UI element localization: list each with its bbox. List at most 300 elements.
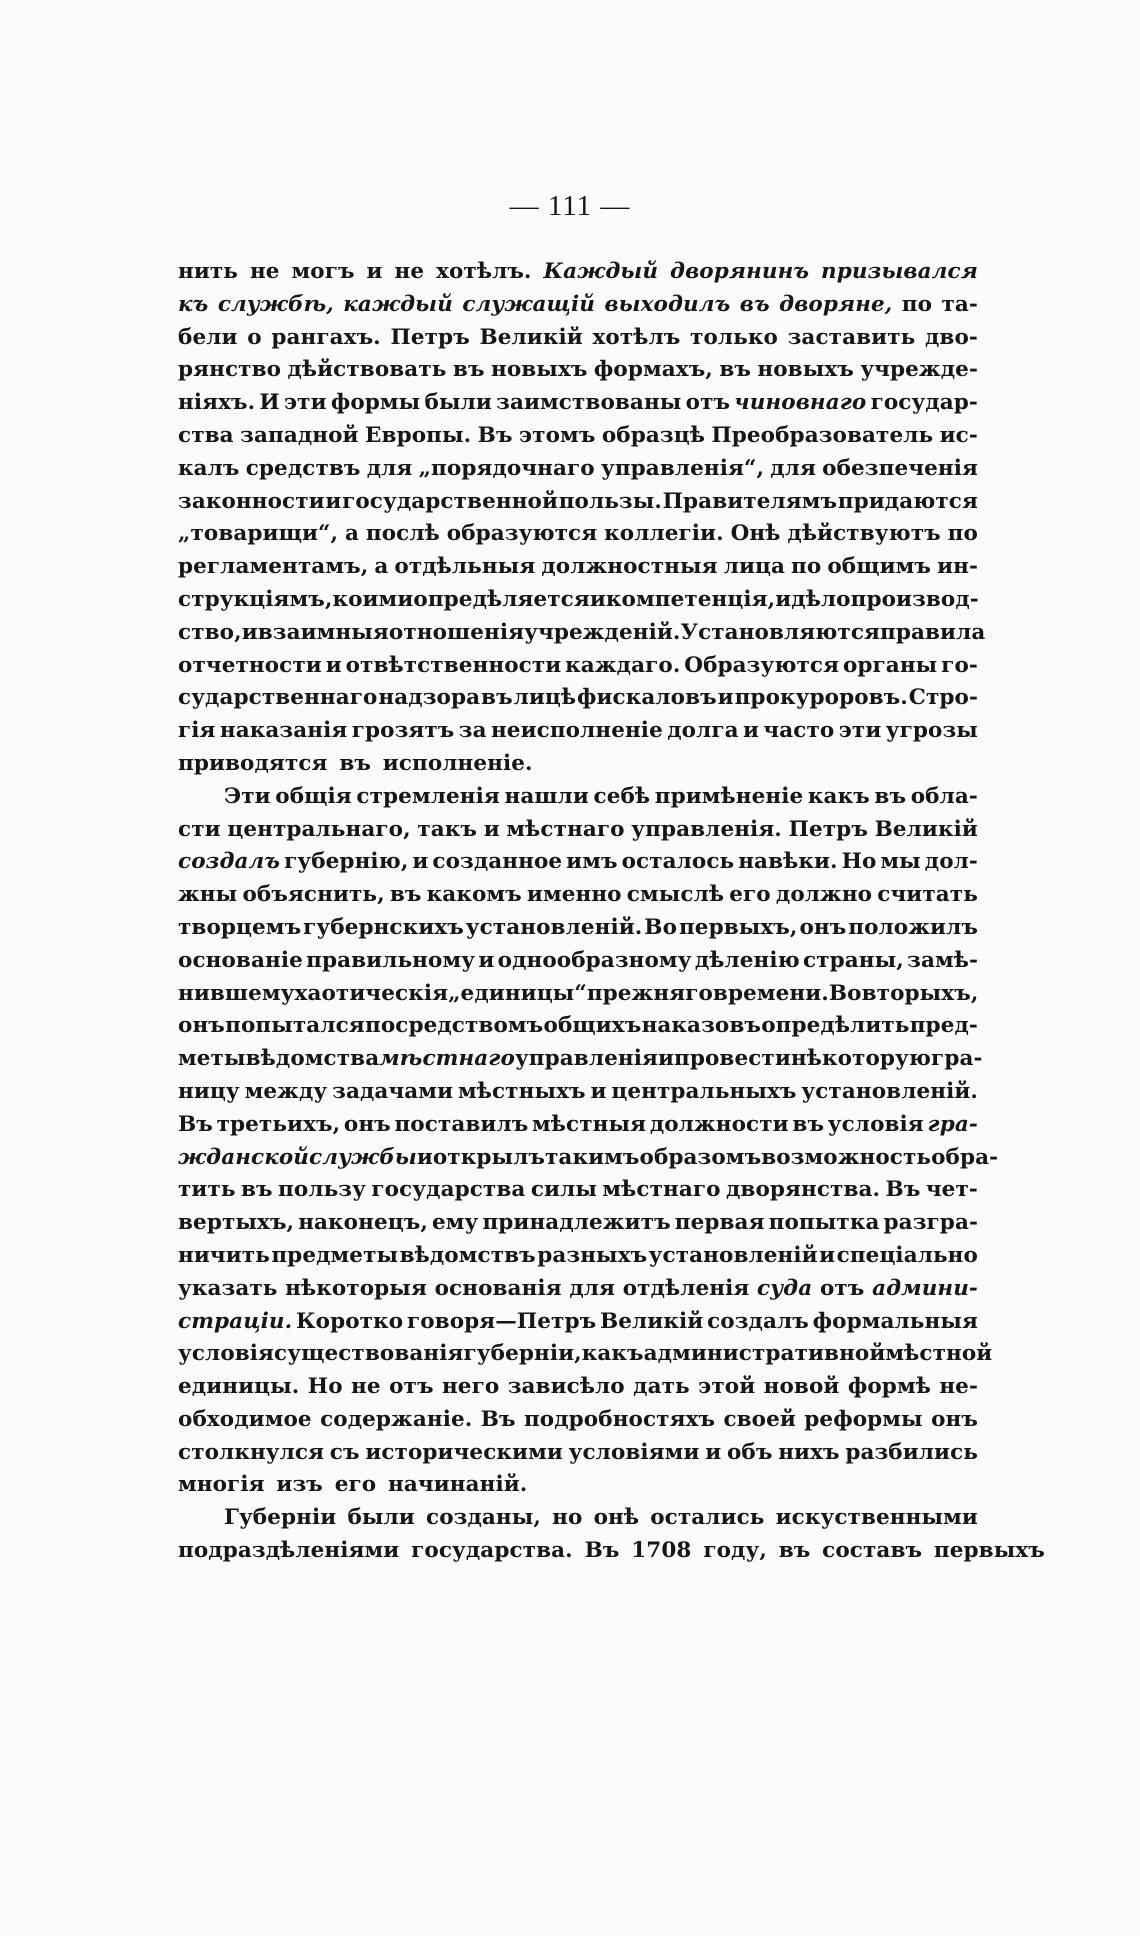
word: службѣ, <box>217 291 334 317</box>
word: его <box>334 1472 377 1498</box>
word: зависѣло <box>507 1374 625 1400</box>
word: были <box>347 1505 415 1531</box>
word: мѣстнаго <box>602 1177 721 1203</box>
text-line <box>178 1174 978 1207</box>
text-line <box>178 1535 1045 1568</box>
word: наказанія <box>219 718 348 744</box>
word: формальныя <box>812 1308 978 1334</box>
word: мы <box>880 849 921 875</box>
word: замѣ- <box>907 947 978 973</box>
word: формы <box>330 390 421 416</box>
word: управленія“, <box>600 455 765 481</box>
word: первыхъ <box>933 1538 1045 1564</box>
word: образомъ <box>639 1144 762 1170</box>
word: создалъ <box>707 1308 809 1334</box>
word: мѣстныхъ <box>458 1078 586 1104</box>
text-line <box>178 1043 983 1076</box>
word: примѣненіе <box>654 783 804 809</box>
word: нихъ <box>778 1439 840 1465</box>
text-line <box>178 1076 978 1109</box>
word: обла- <box>910 783 978 809</box>
word: формахъ, <box>593 357 713 383</box>
word: грозятъ <box>351 718 455 744</box>
word: хаотическія <box>294 980 449 1006</box>
word: объяснить, <box>242 882 385 908</box>
text-line <box>178 387 978 420</box>
word: между <box>244 1078 328 1104</box>
word: мѣстнаго <box>379 1046 515 1072</box>
word: „порядочнаго <box>418 455 595 481</box>
word: Въ <box>584 1538 620 1564</box>
word: отчетности <box>178 652 322 678</box>
word: посредствомъ <box>365 1013 544 1039</box>
word: создалъ <box>178 849 281 875</box>
word: пред- <box>909 1013 978 1039</box>
word: первая <box>674 1210 765 1236</box>
text-line <box>178 256 978 289</box>
word: и <box>416 1144 433 1170</box>
word: государства <box>371 1177 526 1203</box>
word: для <box>569 1275 616 1301</box>
text-line <box>178 289 978 322</box>
word: губернскихъ <box>303 914 464 940</box>
word: чиновнаго <box>734 390 867 416</box>
word: Образуются <box>684 652 840 678</box>
word: дѣленію <box>694 947 800 973</box>
word: страны, <box>803 947 904 973</box>
word: онъ <box>799 914 847 940</box>
word: условія <box>178 1341 275 1367</box>
word: и <box>241 619 258 645</box>
word: однообразному <box>497 947 692 973</box>
word: жданской <box>178 1144 310 1170</box>
word: сударственнаго <box>178 685 378 711</box>
word: имъ <box>566 849 618 875</box>
text-line <box>178 617 986 650</box>
word: каждый <box>343 291 453 317</box>
word: въ <box>241 1177 273 1203</box>
word: указать <box>178 1275 278 1301</box>
word: и <box>478 947 495 973</box>
word: обра- <box>931 1144 999 1170</box>
word: именно <box>526 882 622 908</box>
word: коими <box>332 586 414 612</box>
word: изъ <box>276 1472 323 1498</box>
word: взаимныя <box>257 619 389 645</box>
word: дѣйствуютъ <box>787 521 941 547</box>
word: созданы, <box>426 1505 541 1531</box>
word: рянство <box>178 357 282 383</box>
word: ницу <box>178 1078 240 1104</box>
word: о <box>247 324 262 350</box>
word: Въ <box>885 1177 921 1203</box>
word: „единицы“ <box>448 980 587 1006</box>
word: гра- <box>931 1046 983 1072</box>
word: принадлежитъ <box>482 1210 671 1236</box>
text-line <box>178 1371 978 1404</box>
word: дол- <box>924 849 978 875</box>
word: а <box>344 521 359 547</box>
word: этой <box>698 1374 756 1400</box>
word: въ <box>339 750 371 776</box>
word: долга <box>667 718 739 744</box>
paragraph <box>178 781 999 1503</box>
word: правила <box>880 619 986 645</box>
word: мѣстнаго <box>506 816 625 842</box>
word: могъ <box>291 259 355 284</box>
word: государства. <box>411 1538 573 1564</box>
word: онъ <box>931 1406 978 1432</box>
text-line <box>178 1142 999 1175</box>
word: пользу <box>278 1177 366 1203</box>
word: смыслѣ <box>626 882 725 908</box>
word: Въ <box>480 1406 516 1432</box>
word: Европы. <box>365 422 472 448</box>
word: суда <box>757 1275 813 1301</box>
word: и <box>589 586 606 612</box>
word: компетенція, <box>605 586 776 612</box>
text-line <box>178 486 978 519</box>
word: составъ <box>822 1538 923 1564</box>
word: и <box>412 849 429 875</box>
word: Въ <box>477 422 513 448</box>
word: надзора <box>378 685 481 711</box>
word: жны <box>178 882 238 908</box>
word: отдѣльныя <box>394 554 536 580</box>
word: объ <box>726 1439 773 1465</box>
body-text <box>178 256 1045 1568</box>
text-line <box>178 781 978 814</box>
word: мѣстной <box>885 1341 993 1367</box>
word: часто <box>763 718 835 744</box>
word: Установляются <box>680 619 881 645</box>
word: формѣ <box>847 1374 931 1400</box>
word: и <box>366 259 383 284</box>
paragraph <box>178 256 986 781</box>
word: къ <box>178 291 209 317</box>
word: пользы. <box>558 488 662 514</box>
word: установленій. <box>465 914 643 940</box>
word: разбились <box>845 1439 978 1465</box>
word: нившему <box>178 980 295 1006</box>
word: для <box>770 455 816 481</box>
page-number: — 111 — <box>509 190 631 222</box>
word: въ <box>719 357 751 383</box>
word: творцемъ <box>178 914 302 940</box>
word: Но <box>841 849 877 875</box>
word: Правителямъ <box>662 488 838 514</box>
word: Во <box>644 914 678 940</box>
word: положилъ <box>848 914 978 940</box>
word: должно <box>775 882 873 908</box>
text-line <box>178 1469 978 1502</box>
word: мѣстныя <box>532 1111 647 1137</box>
word: за <box>458 718 487 744</box>
text-line <box>178 879 978 912</box>
word: ніяхъ. <box>178 390 256 416</box>
word: и <box>657 1046 675 1072</box>
word: первыхъ, <box>678 914 798 940</box>
word: Великій <box>599 1308 704 1334</box>
word: вертыхъ, <box>178 1210 295 1236</box>
word: предметы <box>271 1242 399 1268</box>
word: вторыхъ, <box>861 980 979 1006</box>
word: И <box>259 390 280 416</box>
word: въ <box>778 1538 811 1564</box>
word: исполненіе. <box>382 750 533 776</box>
word: искуственными <box>775 1505 978 1531</box>
word: Петръ <box>788 816 868 842</box>
word: западной <box>240 422 359 448</box>
text-line <box>178 1404 978 1437</box>
text-line <box>178 1109 978 1142</box>
word: административной <box>643 1341 886 1367</box>
text-line <box>178 1273 978 1306</box>
word: и <box>483 816 500 842</box>
text-line <box>178 1502 978 1535</box>
word: должностныя <box>541 554 718 580</box>
word: но <box>552 1505 583 1531</box>
word: придаются <box>837 488 978 514</box>
word: созданное <box>432 849 563 875</box>
word: своей <box>723 1406 796 1432</box>
word: прокуроровъ. <box>734 685 908 711</box>
word: призывался <box>821 259 978 284</box>
word: государственной <box>342 488 559 514</box>
word: него <box>441 1374 500 1400</box>
word: гра- <box>927 1111 978 1137</box>
word: послѣ <box>365 521 440 547</box>
word: дворянства. <box>726 1177 881 1203</box>
word: попытался <box>225 1013 365 1039</box>
word: поставилъ <box>394 1111 529 1137</box>
word: бели <box>178 324 238 350</box>
word: каждаго. <box>565 652 681 678</box>
word: центральныхъ <box>611 1078 797 1104</box>
word: эти <box>283 390 327 416</box>
word: вѣдомствъ <box>399 1242 536 1268</box>
word: разгра- <box>883 1210 978 1236</box>
word: „товарищи“, <box>178 521 339 547</box>
word: силы <box>530 1177 597 1203</box>
text-line <box>178 420 978 453</box>
word: какомъ <box>426 882 522 908</box>
word: по <box>791 554 822 580</box>
text-line <box>178 912 978 945</box>
word: заимствованы <box>496 390 682 416</box>
word: въ <box>481 685 513 711</box>
word: ин- <box>937 554 978 580</box>
word: эти <box>838 718 882 744</box>
word: хотѣлъ <box>592 324 681 350</box>
word: служащій <box>462 291 596 317</box>
text-line <box>178 1338 993 1371</box>
word: установленій <box>648 1242 818 1268</box>
text-line <box>178 518 978 551</box>
word: гія <box>178 718 216 744</box>
word: ство, <box>178 619 242 645</box>
word: существованія <box>274 1341 464 1367</box>
word: отдѣленія <box>622 1275 750 1301</box>
word: отношенія <box>388 619 525 645</box>
word: законности <box>178 488 325 514</box>
word: въ <box>452 357 485 383</box>
word: Въ <box>178 1111 213 1137</box>
word: опредѣлить <box>761 1013 910 1039</box>
word: управленія <box>514 1046 658 1072</box>
word: дать <box>633 1374 690 1400</box>
word: не <box>249 259 280 284</box>
word: и <box>717 685 734 711</box>
word: и <box>775 586 792 612</box>
word: Но <box>307 1374 343 1400</box>
word: новой <box>763 1374 840 1400</box>
word: страціи. <box>178 1308 293 1334</box>
word: дворяне, <box>779 291 893 317</box>
word: приводятся <box>178 750 328 776</box>
word: общихъ <box>543 1013 642 1039</box>
text-line <box>178 322 978 355</box>
word: Каждый <box>543 259 659 284</box>
word: отъ <box>389 1374 434 1400</box>
word: не <box>394 259 425 284</box>
word: этомъ <box>518 422 596 448</box>
word: сти <box>178 816 221 842</box>
text-line <box>178 1240 978 1273</box>
word: дѣлопроизвод- <box>791 586 979 612</box>
word: подробностяхъ <box>523 1406 716 1432</box>
word: и <box>743 718 760 744</box>
text-line <box>178 453 978 486</box>
word: были <box>424 390 492 416</box>
word: службы <box>309 1144 417 1170</box>
word: общія <box>275 783 352 809</box>
word: провести <box>674 1046 791 1072</box>
word: образуются <box>446 521 598 547</box>
word: Коротко <box>295 1308 404 1334</box>
word: прежняго <box>586 980 713 1006</box>
word: лицѣ <box>513 685 577 711</box>
word: нить <box>178 259 238 284</box>
word: навѣки. <box>738 849 838 875</box>
word: попытка <box>768 1210 880 1236</box>
word: учрежде- <box>860 357 978 383</box>
word: себѣ <box>593 783 651 809</box>
word: какъ <box>807 783 870 809</box>
word: выходилъ <box>604 291 731 317</box>
word: спеціально <box>836 1242 978 1268</box>
word: хотѣлъ. <box>436 259 532 284</box>
word: въ <box>792 1111 825 1137</box>
word: админи- <box>872 1275 978 1301</box>
word: основаніе <box>178 947 303 973</box>
text-line <box>178 682 978 715</box>
word: Великій <box>479 324 583 350</box>
text-line <box>178 584 978 617</box>
word: Эти <box>224 783 271 809</box>
word: ис- <box>939 422 978 448</box>
word: Во <box>828 980 862 1006</box>
word: ства <box>178 422 234 448</box>
word: условіями <box>568 1439 700 1465</box>
word: времени. <box>712 980 829 1006</box>
word: тить <box>178 1177 236 1203</box>
word: говоря—Петръ <box>406 1308 597 1334</box>
word: дѣйствовать <box>287 357 447 383</box>
word: въ <box>874 783 907 809</box>
word: задачами <box>332 1078 454 1104</box>
word: дво- <box>925 324 978 350</box>
word: и <box>819 1242 836 1268</box>
word: и <box>705 1439 722 1465</box>
word: считать <box>877 882 978 908</box>
word: содержаніе. <box>320 1406 473 1432</box>
word: многія <box>178 1472 265 1498</box>
word: осталось <box>621 849 735 875</box>
word: го- <box>941 652 978 678</box>
word: онъ <box>178 1013 225 1039</box>
word: и <box>325 652 342 678</box>
word: стремленія <box>356 783 500 809</box>
word: чет- <box>925 1177 978 1203</box>
word: Преобразователь <box>711 422 934 448</box>
word: наконецъ, <box>298 1210 428 1236</box>
word: средствъ <box>245 455 361 481</box>
text-line <box>178 551 978 584</box>
word: по <box>947 521 978 547</box>
word: та- <box>941 291 978 317</box>
text-line <box>178 945 978 978</box>
word: коллегіи. <box>604 521 724 547</box>
word: для <box>366 455 413 481</box>
word: разныхъ <box>537 1242 648 1268</box>
word: отъ <box>685 390 731 416</box>
word: третьихъ, <box>216 1111 341 1137</box>
text-line <box>178 1207 978 1240</box>
word: онъ <box>343 1111 391 1137</box>
word: органы <box>842 652 938 678</box>
word: новыхъ <box>490 357 588 383</box>
word: меты <box>178 1046 246 1072</box>
text-line <box>178 814 978 847</box>
word: а <box>374 554 389 580</box>
word: въ <box>389 882 422 908</box>
word: году, <box>703 1538 767 1564</box>
text-line <box>178 354 978 387</box>
word: Губерніи <box>224 1505 337 1531</box>
word: угрозы <box>885 718 978 744</box>
word: Великій <box>874 816 978 842</box>
word: начинаній. <box>388 1472 528 1498</box>
word: губерніи, <box>463 1341 582 1367</box>
word: такъ <box>417 816 478 842</box>
word: установленій. <box>801 1078 978 1104</box>
word: ничить <box>178 1242 270 1268</box>
word: основанія <box>434 1275 562 1301</box>
word: заставить <box>787 324 916 350</box>
word: Стро- <box>908 685 978 711</box>
word: Петръ <box>390 324 470 350</box>
word: открылъ <box>432 1144 545 1170</box>
paragraph <box>178 1502 1045 1568</box>
word: не- <box>939 1374 978 1400</box>
word: рангахъ. <box>271 324 381 350</box>
word: учрежденій. <box>524 619 681 645</box>
word: столкнулся <box>178 1439 325 1465</box>
word: правильному <box>306 947 476 973</box>
word: обезпеченія <box>822 455 978 481</box>
word: образцѣ <box>601 422 705 448</box>
